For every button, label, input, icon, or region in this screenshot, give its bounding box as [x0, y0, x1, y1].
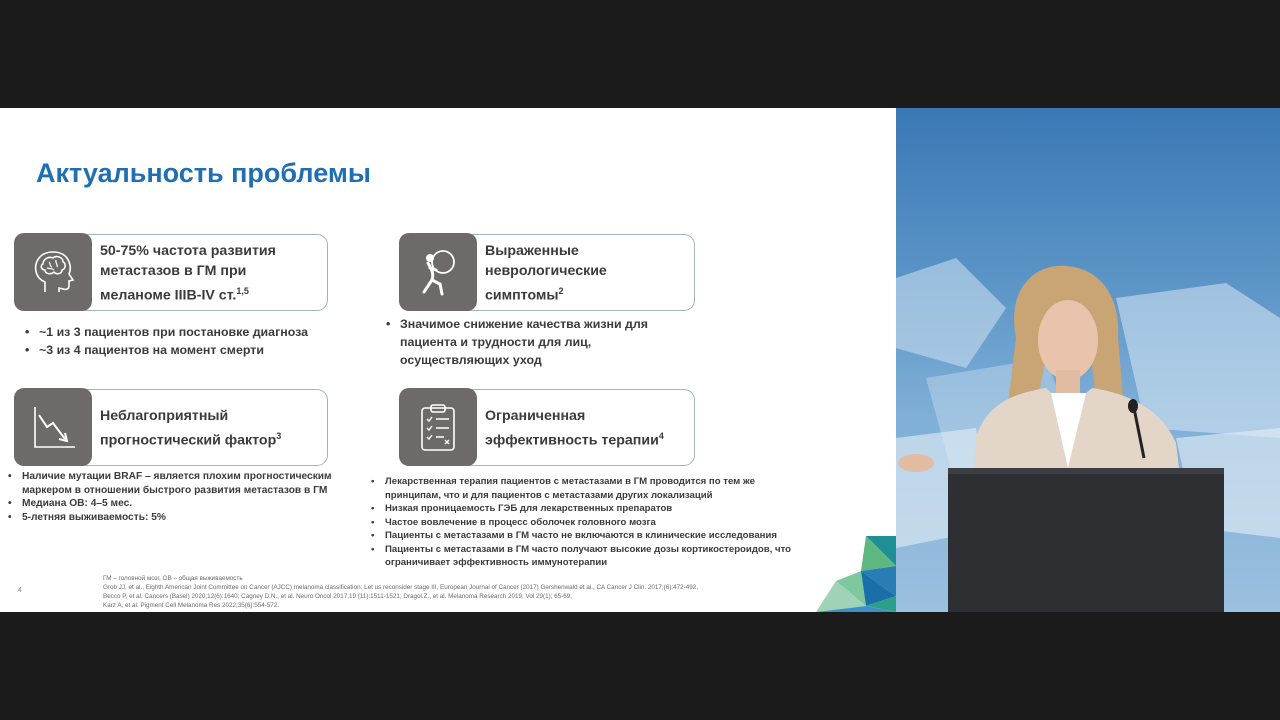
- list-item: • Наличие мутации BRAF – является плохим прогностическим маркером в отношении быстрого развития метастазов в ГМ: [8, 470, 368, 497]
- footnotes: [103, 574, 698, 610]
- reference-line: Karz A, et al. Pigment Cell Melanoma Res 2022;35(6):554-572.: [103, 602, 280, 609]
- card-1-text: 50-75% частота развития метастазов в ГМ при меланоме IIIB-IV ст.$^{1,5}$: [100, 243, 276, 304]
- list-item: • Лекарственная терапия пациентов с метастазами в ГМ проводится по тем же принципам, что и для пациентов с метастазами других локализаций: [371, 475, 796, 502]
- list-item: • Пациенты с метастазами в ГМ часто получают высокие дозы кортикостероидов, что ограничивает эффективность иммунотерапии: [371, 543, 796, 570]
- card-2-text: Выраженные неврологические симптомы$^2$: [485, 243, 607, 304]
- card-3-text: Неблагоприятный прогностический фактор$^3$: [100, 408, 282, 449]
- bullet-list-3: [8, 470, 368, 524]
- card-4-text: Ограниченная эффективность терапии$^4$: [485, 408, 664, 449]
- speaker-scene-illustration: [896, 108, 1280, 612]
- list-item: • Значимое снижение качества жизни для пациента и трудности для лиц, осуществляющих уход: [386, 315, 691, 369]
- brain-head-icon: [14, 233, 92, 311]
- list-item: • 5-летняя выживаемость: 5%: [8, 511, 368, 525]
- list-item: • Медиана ОВ: 4–5 мес.: [8, 497, 368, 511]
- reference-line: Grob JJ, et al., Eighth American Joint Committee on Cancer (AJCC) melanoma classification: Let us reconsider stage III, European Journal of Cancer (2017) Gershenwald et al., CA Cancer J Clin. 2017;(6):472-492,: [103, 584, 698, 591]
- list-item: • ~3 из 4 пациентов на момент смерти: [25, 341, 365, 359]
- card-neurological-symptoms: [400, 234, 695, 311]
- list-item: • Пациенты с метастазами в ГМ часто не включаются в клинические исследования: [371, 529, 796, 543]
- bullet-list-2: [386, 315, 691, 369]
- speaker-video: [896, 108, 1280, 612]
- declining-chart-icon: [14, 388, 92, 466]
- card-brain-metastases: [15, 234, 328, 311]
- reference-line: Becco P, et al. Cancers (Basel) 2020;12(6):1640; Cagney D.N., et al. Neuro Oncol 2017;19 (11):1511-1521; Dragol.Z., et al. Melanoma Research 2019, Vol 29(1); 65-69;: [103, 593, 573, 600]
- page-number: 4: [18, 587, 22, 594]
- decorative-triangles: [816, 536, 896, 612]
- list-item: • Низкая проницаемость ГЭБ для лекарственных препаратов: [371, 502, 796, 516]
- clipboard-checklist-icon: [399, 388, 477, 466]
- slide-title: Актуальность проблемы: [36, 158, 371, 188]
- list-item: • ~1 из 3 пациентов при постановке диагноза: [25, 323, 365, 341]
- bullet-list-4: [371, 475, 796, 570]
- presentation-slide: [0, 108, 896, 612]
- card-therapy-efficacy: [400, 389, 695, 466]
- burden-person-icon: [399, 233, 477, 311]
- footnote-abbreviations: ГМ – головной мозг, ОВ – общая выживаемость: [103, 575, 243, 582]
- card-prognostic-factor: [15, 389, 328, 466]
- list-item: • Частое вовлечение в процесс оболочек головного мозга: [371, 516, 796, 530]
- bullet-list-1: [25, 323, 365, 359]
